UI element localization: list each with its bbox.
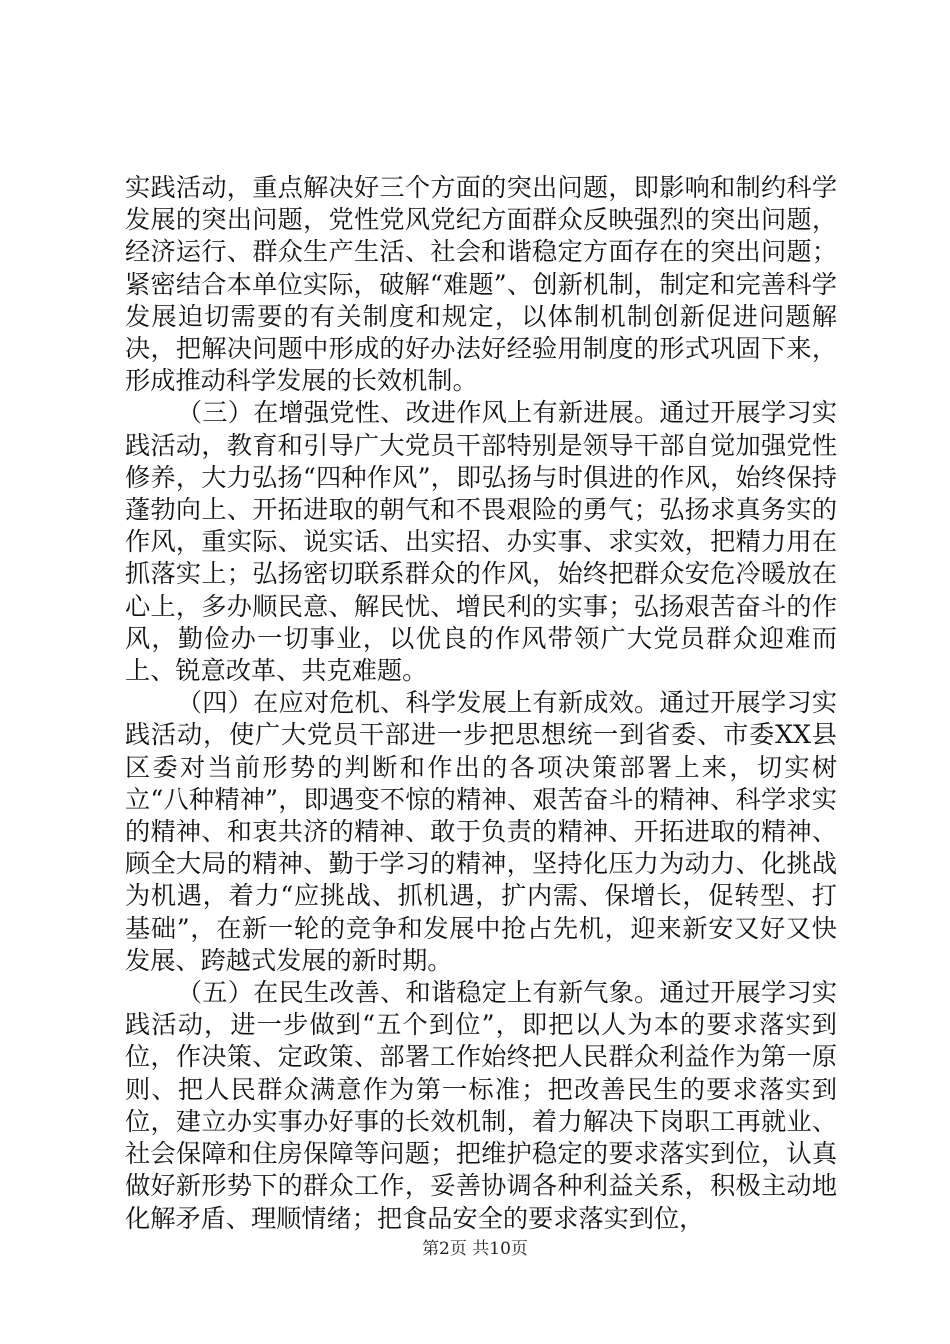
paragraph-section-4: （四）在应对危机、科学发展上有新成效。通过开展学习实践活动，使广大党员干部进一步把思想统一到省委、市委XX县区委对当前形势的判断和作出的各项决策部署上来，切实树立“八种精神”，即遇变不惊的精神、艰苦奋斗的精神、科学求实的精神、和衷共济的精神、敢于负责的精神、开拓进取的精神、顾全大局的精神、勤于学习的精神，坚持化压力为动力、化挑战为机遇，着力“应挑战、抓机遇，扩内需、保增长，促转型、打基础”，在新一轮的竞争和发展中抢占先机，迎来新安又好又快发展、跨越式发展的新时期。 xyxy=(125,688,837,975)
document-body xyxy=(125,172,837,1235)
page-footer xyxy=(0,1238,950,1260)
page-number: 第2页 共10页 xyxy=(422,1239,528,1259)
paragraph-section-5: （五）在民生改善、和谐稳定上有新气象。通过开展学习实践活动，进一步做到“五个到位”，即把以人为本的要求落实到位，作决策、定政策、部署工作始终把人民群众利益作为第一原则、把人民群众满意作为第一标准；把改善民生的要求落实到位，建立办实事办好事的长效机制，着力解决下岗职工再就业、社会保障和住房保障等问题；把维护稳定的要求落实到位，认真做好新形势下的群众工作，妥善协调各种利益关系，积极主动地化解矛盾、理顺情绪；把食品安全的要求落实到位， xyxy=(125,978,837,1233)
paragraph-continuation: 实践活动，重点解决好三个方面的突出问题，即影响和制约科学发展的突出问题，党性党风党纪方面群众反映强烈的突出问题，经济运行、群众生产生活、社会和谐稳定方面存在的突出问题；紧密结合本单位实际，破解“难题”、创新机制，制定和完善科学发展迫切需要的有关制度和规定，以体制机制创新促进问题解决，把解决问题中形成的好办法好经验用制度的形式巩固下来，形成推动科学发展的长效机制。 xyxy=(125,173,837,396)
paragraph-section-3: （三）在增强党性、改进作风上有新进展。通过开展学习实践活动，教育和引导广大党员干部特别是领导干部自觉加强党性修养，大力弘扬“四种作风”，即弘扬与时俱进的作风，始终保持蓬勃向上、开拓进取的朝气和不畏艰险的勇气；弘扬求真务实的作风，重实际、说实话、出实招、办实事、求实效，把精力用在抓落实上；弘扬密切联系群众的作风，始终把群众安危冷暖放在心上，多办顺民意、解民忧、增民利的实事；弘扬艰苦奋斗的作风，勤俭办一切事业，以优良的作风带领广大党员群众迎难而上、锐意改革、共克难题。 xyxy=(125,398,837,686)
